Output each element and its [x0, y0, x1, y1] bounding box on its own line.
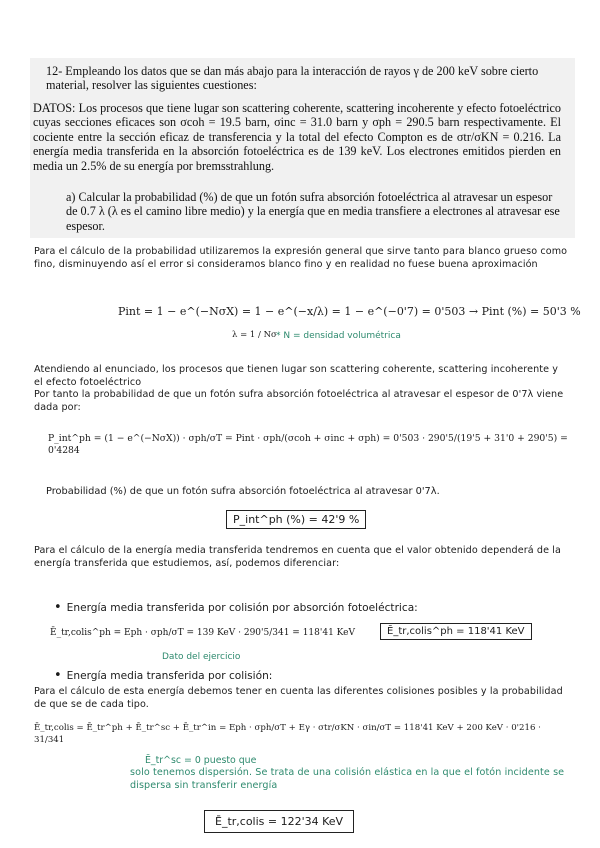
equation-etr-ph: Ē_tr,colis^ph = Eph · σph/σT = 139 KeV · 290'5/341 = 118'41 KeV [50, 628, 355, 638]
scatter-note-body: solo tenemos dispersión. Se trata de una colisión elástica en la que el fotón incidente se dispersa sin transferir energía [130, 767, 565, 791]
bullet-dot-icon: • [54, 600, 62, 615]
solution-paragraph-3: Por tanto la probabilidad de que un fotón sufra absorción fotoeléctrica al atravesar el espesor de 0'7λ viene dada por: [34, 389, 564, 413]
equation-etr-colis: Ē_tr,colis = Ē_tr^ph + Ē_tr^sc + Ē_tr^in = Eph · σph/σT + Eγ · σtr/σKN · σin/σT = 118'41 KeV + 200 KeV · 0'216 · 31/341 [34, 723, 541, 745]
density-note: * N = densidad volumétrica [276, 331, 401, 341]
result-box-etr-colis: Ē_tr,colis = 122'34 KeV [204, 810, 354, 833]
solution-paragraph-5: Para el cálculo de la energía media transferida tendremos en cuenta que el valor obtenido dependerá de la energía transferida que estudiemos, así, podemos diferenciar: [34, 545, 561, 569]
equation-pint: Pint = 1 − e^(−NσX) = 1 − e^(−x/λ) = 1 − e^(−0'7) = 0'503 → Pint (%) = 50'3 % [118, 305, 581, 318]
result-box-probability: P_int^ph (%) = 42'9 % [226, 510, 366, 529]
problem-number: 12- [46, 64, 63, 78]
equation-pint-ph: P_int^ph = (1 − e^(−NσX)) · σph/σT = Pint · σph/(σcoh + σinc + σph) = 0'503 · 290'5/(19'5 + 31'0 + 290'5) = 0'4284 [48, 433, 568, 456]
problem-part-a: a) Calcular la probabilidad (%) de que un fotón sufra absorción fotoeléctrica al atravesar un espesor de 0.7 λ (λ es el camino libre medio) y la energía que en media transfiere a electrones al atravesar ese espesor. [66, 190, 560, 233]
bullet-collision [54, 668, 272, 683]
problem-datos: DATOS: Los procesos que tiene lugar son scattering coherente, scattering incoherente y efecto fotoeléctrico cuyas secciones eficaces son σcoh = 19.5 barn, σinc = 31.0 barn y σph = 290.5 barn respectivamente. El cociente entre la sección eficaz de transferencia y la total del efecto Compton es de σtr/σKN = 0.216. La energía media transferida en la absorción fotoeléctrica es de 139 keV. Los electrones emitidos pierden en media un 2.5% de su energía por bremsstrahlung. [33, 101, 561, 173]
solution-paragraph-4: Probabilidad (%) de que un fotón sufra absorción fotoeléctrica al atravesar 0'7λ. [46, 486, 440, 497]
solution-paragraph-1: Para el cálculo de la probabilidad utilizaremos la expresión general que sirve tanto para blanco grueso como fino, disminuyendo así el error si consideramos blanco fino y en realidad no fuese buena aproximación [34, 246, 568, 270]
solution-paragraph-2: Atendiendo al enunciado, los procesos que tienen lugar son scattering coherente, scattering incoherente y el efecto fotoeléctrico [34, 364, 559, 388]
bullet-photoelectric-title: Energía media transferida por colisión por absorción fotoeléctrica: [66, 602, 418, 614]
data-note: Dato del ejercicio [162, 652, 241, 662]
solution-paragraph-6: Para el cálculo de esta energía debemos tener en cuenta las diferentes colisiones posibles y la probabilidad de que se de cada tipo. [34, 686, 563, 710]
bullet-dot-icon: • [54, 668, 62, 683]
bullet-collision-title: Energía media transferida por colisión: [66, 670, 273, 682]
result-box-etr-ph: Ē_tr,colis^ph = 118'41 KeV [380, 623, 532, 640]
equation-lambda: λ = 1 / Nσ [232, 330, 277, 340]
bullet-photoelectric [54, 600, 418, 615]
problem-text: Empleando los datos que se dan más abajo para la interacción de rayos γ de 200 keV sobre cierto material, resolver las siguientes cuestiones: [46, 64, 539, 92]
problem-statement [46, 64, 561, 92]
scatter-note-title: Ē_tr^sc = 0 puesto que [145, 755, 257, 766]
